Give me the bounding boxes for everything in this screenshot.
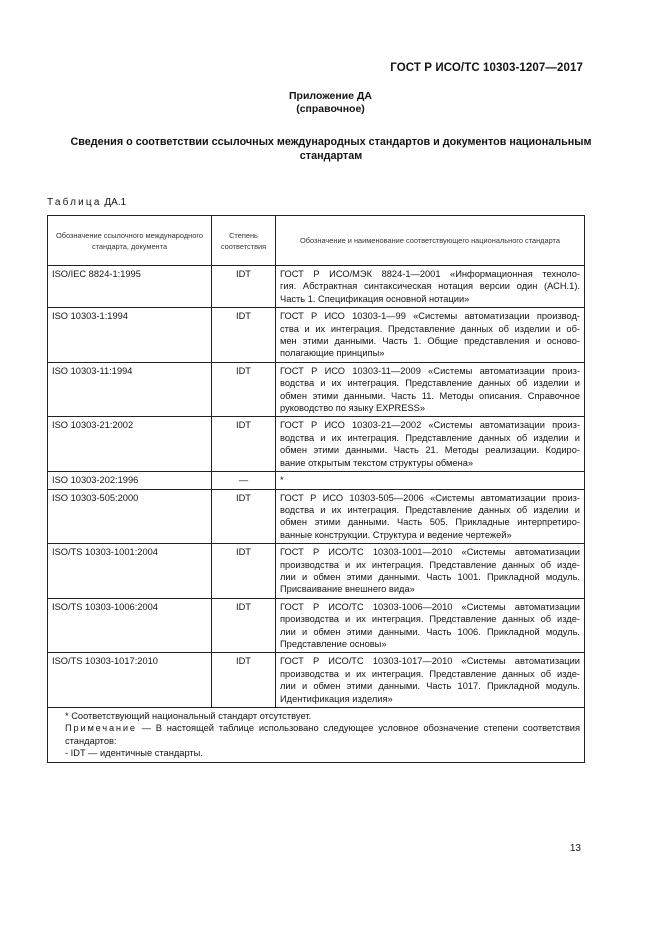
cell-degree: IDT	[212, 598, 276, 653]
national-standard-line: ГОСТ Р ИСО/ТС 10303-1001—2010 «Системы автоматизации	[280, 547, 580, 558]
cell-national-standard	[276, 489, 585, 544]
national-standard-line: ванные конструкции. Структура и ведение чертежей»	[280, 529, 512, 540]
national-standard-line: водства и их интеграция. Представление данных об изделии и	[280, 378, 580, 389]
table-caption-word: Таблица	[47, 197, 102, 208]
national-standard-line: обмен этими данными. Часть 11. Методы описания. Справочное	[280, 390, 580, 401]
cell-international-ref: ISO/TS 10303-1017:2010	[48, 653, 212, 708]
table-caption	[47, 197, 126, 208]
page-number: 13	[569, 843, 581, 854]
national-standard-line: Присваивание внешнего вида»	[280, 584, 415, 595]
annex-kind: (справочное)	[296, 103, 365, 115]
document-code: ГОСТ Р ИСО/ТС 10303-1207—2017	[390, 62, 583, 74]
national-standard-line: производства и их интеграция. Представление данных об изде-	[280, 614, 580, 625]
table-row	[48, 308, 585, 363]
table-header-row	[48, 216, 585, 266]
header-international-ref: Обозначение ссылочного международного стандарта, документа	[48, 216, 212, 266]
cell-degree: IDT	[212, 308, 276, 363]
national-standard-line: вание открытым текстом структуры обмена»	[280, 457, 474, 468]
national-standard-line: полагающие принципы»	[280, 348, 385, 359]
national-standard-line: Часть 1. Спецификация основной нотации»	[280, 293, 470, 304]
correspondence-table	[47, 215, 585, 763]
national-standard-line: Идентификация изделия»	[280, 693, 393, 704]
national-standard-line: ГОСТ Р ИСО/ТС 10303-1006—2010 «Системы автоматизации	[280, 601, 580, 612]
national-standard-line: ГОСТ Р ИСО 10303-21—2002 «Системы автоматизации произ-	[280, 420, 580, 431]
cell-degree: —	[212, 472, 276, 489]
table-row	[48, 598, 585, 653]
national-standard-line: мен этими данными. Часть 1. Общие представления и осново-	[280, 336, 580, 347]
national-standard-line: лии и обмен этими данными. Часть 1001. Прикладной модуль.	[280, 571, 580, 582]
cell-international-ref: ISO 10303-1:1994	[48, 308, 212, 363]
cell-degree: IDT	[212, 489, 276, 544]
cell-international-ref: ISO 10303-505:2000	[48, 489, 212, 544]
cell-degree: IDT	[212, 653, 276, 708]
national-standard-line: ства и их интеграция. Представление данных об изделии и об-	[280, 323, 580, 334]
cell-national-standard	[276, 653, 585, 708]
table-body	[48, 266, 585, 708]
cell-national-standard	[276, 472, 585, 489]
national-standard-line: *	[280, 475, 284, 486]
national-standard-line: производства и их интеграция. Представление данных об изде-	[280, 559, 580, 570]
footnote-star: * Соответствующий национальный стандарт отсутствует.	[65, 711, 312, 721]
table-row	[48, 653, 585, 708]
header-degree: Степень соответствия	[212, 216, 276, 266]
table-row	[48, 472, 585, 489]
national-standard-line: обмен этими данными. Часть 21. Методы реализации. Кодиро-	[280, 445, 580, 456]
national-standard-line: лии и обмен этими данными. Часть 1017. Прикладной модуль.	[280, 681, 580, 692]
cell-international-ref: ISO 10303-11:1994	[48, 362, 212, 417]
cell-degree: IDT	[212, 417, 276, 472]
cell-national-standard	[276, 417, 585, 472]
cell-degree: IDT	[212, 266, 276, 308]
national-standard-line: ГОСТ Р ИСО/МЭК 8824-1—2001 «Информационная техноло-	[280, 269, 580, 279]
header-national-standard: Обозначение и наименование соответствующего национального стандарта	[276, 216, 585, 266]
national-standard-line: ГОСТ Р ИСО 10303-1—99 «Системы автоматизации производ-	[280, 311, 580, 322]
annex-block	[0, 90, 661, 116]
cell-degree: IDT	[212, 544, 276, 599]
cell-international-ref: ISO 10303-202:1996	[48, 472, 212, 489]
cell-international-ref: ISO/IEC 8824-1:1995	[48, 266, 212, 308]
national-standard-line: руководство по языку EXPRESS»	[280, 403, 426, 414]
cell-international-ref: ISO/TS 10303-1001:2004	[48, 544, 212, 599]
table-row	[48, 489, 585, 544]
table-footer-row	[48, 708, 585, 763]
note-text: — В настоящей таблице использовано следующее условное обозначение степени соответствия стандартов:	[65, 723, 580, 746]
footnote-idt: - IDT — идентичные стандарты.	[65, 748, 203, 759]
table-row	[48, 266, 585, 308]
cell-international-ref: ISO/TS 10303-1006:2004	[48, 598, 212, 653]
national-standard-line: водства и их интеграция. Представление данных об изделии и	[280, 432, 580, 443]
footnote-note	[52, 722, 580, 747]
table-row	[48, 417, 585, 472]
cell-national-standard	[276, 362, 585, 417]
cell-national-standard	[276, 266, 585, 308]
national-standard-line: производства и их интеграция. Представление данных об изде-	[280, 668, 580, 679]
national-standard-line: обмен этими данными. Часть 505. Прикладные интерпретиро-	[280, 517, 580, 528]
national-standard-line: гия. Абстрактная синтаксическая нотация версии один (АСН.1).	[280, 281, 580, 292]
national-standard-line: лии и обмен этими данными. Часть 1006. Прикладной модуль.	[280, 626, 580, 637]
cell-international-ref: ISO 10303-21:2002	[48, 417, 212, 472]
table-row	[48, 362, 585, 417]
note-label: Примечание	[65, 723, 137, 734]
table-row	[48, 544, 585, 599]
annex-title: Приложение ДА	[289, 90, 372, 102]
national-standard-line: ГОСТ Р ИСО 10303-505—2006 «Системы автоматизации произ-	[280, 492, 580, 503]
cell-national-standard	[276, 598, 585, 653]
cell-degree: IDT	[212, 362, 276, 417]
table-caption-number: ДА.1	[104, 197, 127, 208]
national-standard-line: ГОСТ Р ИСО 10303-11—2009 «Системы автоматизации произ-	[280, 365, 580, 376]
cell-national-standard	[276, 544, 585, 599]
national-standard-line: Представление основы»	[280, 638, 387, 649]
cell-national-standard	[276, 308, 585, 363]
national-standard-line: водства и их интеграция. Представление данных об изделии и	[280, 504, 580, 515]
table-footnotes	[48, 708, 585, 763]
national-standard-line: ГОСТ Р ИСО/ТС 10303-1017—2010 «Системы автоматизации	[280, 656, 580, 667]
section-heading: Сведения о соответствии ссылочных международных стандартов и документов национальным стандартам	[70, 136, 592, 162]
